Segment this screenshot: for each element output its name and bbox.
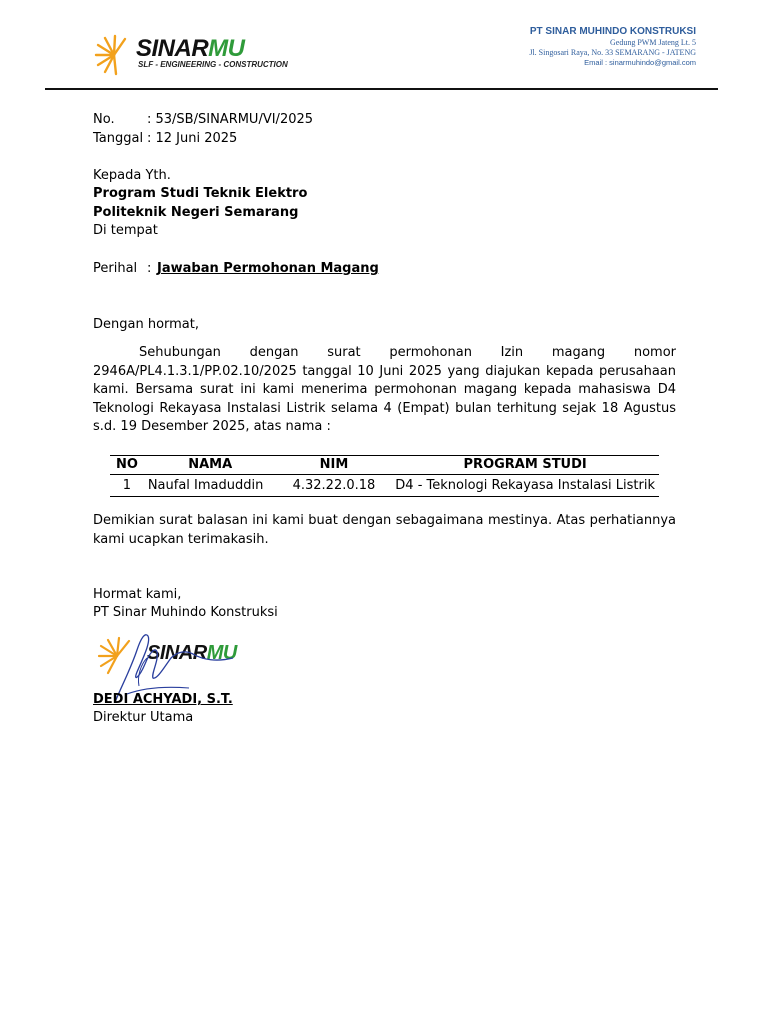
company-logo (92, 34, 292, 76)
subject-value: Jawaban Permohonan Magang (157, 261, 379, 276)
subject-label: Perihal (93, 261, 138, 276)
subject-colon: : (147, 261, 152, 276)
recipient-line-1: Program Studi Teknik Elektro (93, 186, 308, 201)
signature-closing: Hormat kami, (93, 587, 182, 602)
body-paragraph-text: Sehubungan dengan surat permohonan Izin magang nomor 2946A/PL4.1.3.1/PP.02.10/2025 tanggal 10 Juni 2025 yang diajukan kepada perusahaan kami. Bersama surat ini kami menerima permohonan magang kepada mahasiswa D4 Teknologi Rekayasa Instalasi Listrik selama 4 (Empat) bulan terhitung sejak 18 Agustus s.d. 19 Desember 2025, atas nama : (93, 345, 676, 435)
cell-program-studi: D4 - Teknologi Rekayasa Instalasi Listrik (391, 475, 659, 497)
header-nim: NIM (277, 456, 392, 475)
signer-title: Direktur Utama (93, 710, 194, 725)
logo-word-2: MU (208, 35, 245, 62)
address-line-2: Jl. Singosari Raya, No. 33 SEMARANG - JATENG (529, 48, 696, 57)
cell-no: 1 (110, 475, 144, 497)
header-program-studi: PROGRAM STUDI (391, 456, 659, 475)
logo-wordmark (136, 36, 245, 62)
company-name: PT SINAR MUHINDO KONSTRUKSI (529, 26, 696, 37)
recipient-line-3: Di tempat (93, 223, 158, 238)
closing-paragraph: Demikian surat balasan ini kami buat dengan sebagaimana mestinya. Atas perhatiannya kami ucapkan terimakasih. (93, 513, 676, 547)
company-email: Email : sinarmuhindo@gmail.com (584, 58, 696, 67)
header-no: NO (110, 456, 144, 475)
letter-date-value: : 12 Juni 2025 (147, 131, 238, 146)
letter-number-label: No. (93, 112, 115, 127)
salutation: Dengan hormat, (93, 317, 200, 332)
recipient-line-2: Politeknik Negeri Semarang (93, 205, 299, 220)
company-info (529, 25, 696, 68)
signature-company: PT Sinar Muhindo Konstruksi (93, 605, 278, 620)
table-row (110, 475, 659, 497)
signer-name: DEDI ACHYADI, S.T. (93, 692, 233, 707)
intern-table (110, 455, 659, 497)
table-header-row (110, 456, 659, 475)
letter-number-value: : 53/SB/SINARMU/VI/2025 (147, 112, 314, 127)
stamp-word-1: SINAR (147, 642, 207, 664)
cell-nim: 4.32.22.0.18 (277, 475, 392, 497)
stamp-word-2: MU (206, 642, 237, 664)
header-divider (45, 88, 718, 90)
logo-word-1: SINAR (136, 35, 209, 62)
address-line-1: Gedung PWM Jateng Lt. 5 (610, 38, 696, 47)
letter-date-label: Tanggal (93, 131, 144, 146)
sunburst-icon (92, 34, 138, 76)
body-paragraph (93, 344, 676, 437)
logo-tagline: SLF - ENGINEERING - CONSTRUCTION (138, 60, 288, 69)
cell-nama: Naufal Imaduddin (144, 475, 277, 497)
header-nama: NAMA (144, 456, 277, 475)
recipient-greeting: Kepada Yth. (93, 168, 171, 183)
